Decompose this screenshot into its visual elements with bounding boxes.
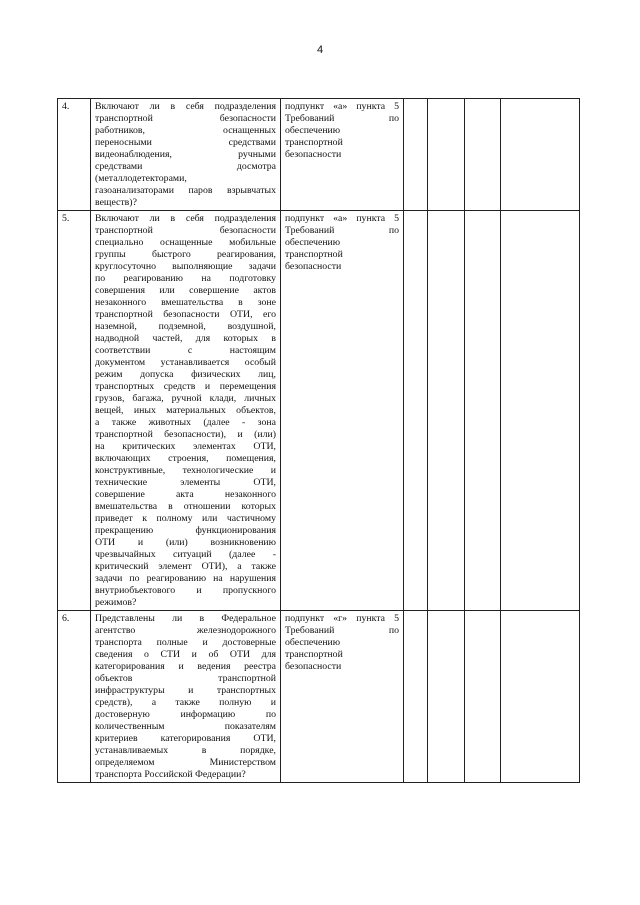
table-row [58, 611, 580, 783]
question-line: устанавливаемых в порядке, [95, 745, 276, 756]
legal-basis-line: транспортной [285, 649, 343, 660]
question-line: незаконного вмешательства в зоне [95, 297, 276, 308]
note-cell [501, 99, 580, 211]
question-line: прекращению функционирования [95, 525, 276, 536]
question-line: сведения о СТИ и об ОТИ для [95, 649, 276, 660]
legal-basis-line: подпункт «а» пункта 5 [285, 101, 399, 112]
table-row [58, 99, 580, 211]
legal-basis-line: безопасности [285, 261, 342, 272]
legal-basis-line: безопасности [285, 149, 342, 160]
answer-no-cell [428, 99, 465, 211]
question-line: транспорта Российской Федерации? [95, 769, 246, 780]
legal-basis-line: Требований по [285, 225, 399, 236]
legal-basis-line: обеспечению [285, 637, 341, 648]
question-line: транспортной безопасности), и (или) [95, 429, 276, 440]
question-line: средствами досмотра [95, 161, 276, 172]
answer-no-cell [428, 211, 465, 611]
question-line: круглосуточно выполняющие задачи [95, 261, 276, 272]
question-line: грузов, багажа, ручной клади, личных [95, 393, 276, 404]
question-line: критический элемент ОТИ), а также [95, 561, 276, 572]
checklist-table [57, 98, 580, 783]
question-line: Включают ли в себя подразделения [95, 213, 276, 224]
question-line: надводной частей, для которых в [95, 333, 276, 344]
question-line: включающих строения, помещения, [95, 453, 276, 464]
question-line: по реагированию на подготовку [95, 273, 276, 284]
question-line: приведет к полному или частичному [95, 513, 276, 524]
legal-basis-cell [281, 211, 404, 611]
question-cell [91, 99, 281, 211]
note-cell [501, 611, 580, 783]
question-line: режимов? [95, 597, 137, 608]
table-row [58, 211, 580, 611]
question-line: а также животных (далее - зона [95, 417, 276, 428]
row-number: 4. [58, 99, 91, 211]
answer-no-cell [428, 611, 465, 783]
legal-basis-line: безопасности [285, 661, 342, 672]
question-line: Представлены ли в Федеральное [95, 613, 276, 624]
not-applicable-cell [465, 99, 501, 211]
question-line: количественным показателям [95, 721, 276, 732]
question-line: задачи по реагированию на нарушения [95, 573, 276, 584]
row-number: 6. [58, 611, 91, 783]
question-line: веществ)? [95, 197, 137, 208]
legal-basis-line: транспортной [285, 137, 343, 148]
question-line: (металлодетекторами, [95, 173, 187, 184]
question-line: транспортной безопасности [95, 113, 276, 124]
question-line: наземной, подземной, воздушной, [95, 321, 276, 332]
question-line: видеонаблюдения, ручными [95, 149, 276, 160]
question-line: транспортной безопасности [95, 225, 276, 236]
question-line: средств), а также полную и [95, 697, 276, 708]
not-applicable-cell [465, 211, 501, 611]
answer-yes-cell [404, 99, 428, 211]
question-line: конструктивные, технологические и [95, 465, 276, 476]
not-applicable-cell [465, 611, 501, 783]
legal-basis-line: Требований по [285, 113, 399, 124]
question-line: работников, оснащенных [95, 125, 276, 136]
question-line: транспортной безопасности ОТИ, его [95, 309, 276, 320]
answer-yes-cell [404, 611, 428, 783]
legal-basis-cell [281, 99, 404, 211]
question-cell [91, 211, 281, 611]
legal-basis-line: подпункт «а» пункта 5 [285, 213, 399, 224]
question-line: соответствии с настоящим [95, 345, 276, 356]
question-cell [91, 611, 281, 783]
question-line: инфраструктуры и транспортных [95, 685, 276, 696]
question-line: достоверную информацию по [95, 709, 276, 720]
question-line: агентство железнодорожного [95, 625, 276, 636]
legal-basis-cell [281, 611, 404, 783]
answer-yes-cell [404, 211, 428, 611]
legal-basis-line: обеспечению [285, 237, 341, 248]
question-line: совершение акта незаконного [95, 489, 276, 500]
question-line: критериев категорирования ОТИ, [95, 733, 276, 744]
question-line: транспорта полные и достоверные [95, 637, 276, 648]
question-line: Включают ли в себя подразделения [95, 101, 276, 112]
legal-basis-line: обеспечению [285, 125, 341, 136]
question-line: газоанализаторами паров взрывчатых [95, 185, 276, 196]
legal-basis-line: подпункт «г» пункта 5 [285, 613, 399, 624]
legal-basis-line: Требований по [285, 625, 399, 636]
legal-basis-line: транспортной [285, 249, 343, 260]
question-line: переносными средствами [95, 137, 276, 148]
question-line: вещей, иных материальных объектов, [95, 405, 276, 416]
question-line: специально оснащенные мобильные [95, 237, 276, 248]
question-line: категорирования и ведения реестра [95, 661, 276, 672]
question-line: на критических элементах ОТИ, [95, 441, 276, 452]
question-line: внутриобъектового и пропускного [95, 585, 276, 596]
question-line: объектов транспортной [95, 673, 276, 684]
question-line: совершения или совершение актов [95, 285, 276, 296]
question-line: чрезвычайных ситуаций (далее - [95, 549, 276, 560]
question-line: документом устанавливается особый [95, 357, 276, 368]
question-line: группы быстрого реагирования, [95, 249, 276, 260]
question-line: технические элементы ОТИ, [95, 477, 276, 488]
note-cell [501, 211, 580, 611]
question-line: ОТИ и (или) возникновению [95, 537, 276, 548]
question-line: режим допуска физических лиц, [95, 369, 276, 380]
question-line: вмешательства в отношении которых [95, 501, 276, 512]
question-line: определяемом Министерством [95, 757, 276, 768]
row-number: 5. [58, 211, 91, 611]
question-line: транспортных средств и перемещения [95, 381, 276, 392]
page-number: 4 [316, 44, 324, 56]
